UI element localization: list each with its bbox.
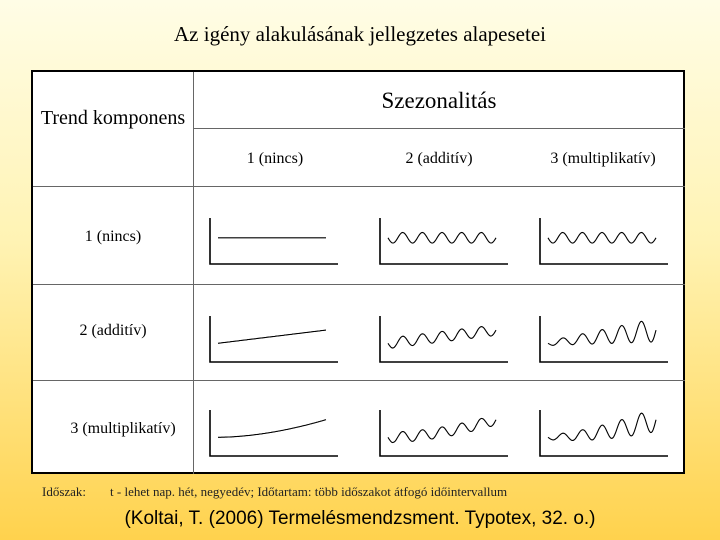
demand-curve-plot — [378, 408, 510, 458]
seasonality-header: Szezonalitás — [381, 88, 497, 113]
row-divider — [33, 284, 685, 285]
row-divider — [33, 380, 685, 381]
trend-component-header: Trend komponens — [40, 107, 186, 129]
plot-additive-trend-additive-season — [378, 314, 510, 364]
plot-axes — [380, 410, 508, 456]
demand-curve-plot — [538, 216, 670, 266]
plot-axes — [210, 316, 338, 362]
season-col-header-multiplicative: 3 (multiplikatív) — [550, 150, 656, 167]
demand-curve-plot — [208, 216, 340, 266]
slide-title: Az igény alakulásának jellegzetes alapesetei — [174, 22, 546, 46]
demand-curve-plot — [538, 408, 670, 458]
column-divider — [193, 72, 194, 474]
demand-curve-plot — [208, 314, 340, 364]
demand-curve-plot — [538, 314, 670, 364]
plot-additive-trend-no-season — [208, 314, 340, 364]
plot-axes — [210, 218, 338, 264]
plot-no-trend-no-season — [208, 216, 340, 266]
plot-axes — [210, 410, 338, 456]
citation: (Koltai, T. (2006) Termelésmendzsment. Typotex, 32. o.) — [124, 508, 596, 529]
demand-curve — [548, 413, 656, 440]
plot-multiplicative-trend-multiplicative-season — [538, 408, 670, 458]
season-col-header-none: 1 (nincs) — [246, 150, 304, 167]
demand-curve — [388, 233, 496, 244]
demand-curve-plot — [208, 408, 340, 458]
demand-curve — [548, 321, 656, 345]
demand-curve — [388, 418, 496, 442]
period-description: t - lehet nap. hét, negyedév; Időtartam: több időszakot átfogó időintervallum — [110, 484, 508, 499]
plot-additive-trend-multiplicative-season — [538, 314, 670, 364]
demand-cases-table — [31, 70, 685, 474]
demand-curve — [218, 330, 326, 343]
row-divider — [33, 186, 685, 187]
demand-curve — [548, 233, 656, 244]
demand-curve-plot — [378, 314, 510, 364]
plot-no-trend-additive-season — [378, 216, 510, 266]
trend-row-label-none: 1 (nincs) — [84, 228, 142, 245]
demand-curve — [218, 420, 326, 438]
period-label: Időszak: — [42, 484, 87, 499]
demand-curve — [388, 327, 496, 348]
header-divider — [193, 128, 685, 129]
demand-curve-plot — [378, 216, 510, 266]
plot-multiplicative-trend-additive-season — [378, 408, 510, 458]
trend-row-label-multiplicative: 3 (multiplikatív) — [70, 420, 176, 437]
plot-no-trend-multiplicative-season — [538, 216, 670, 266]
period-note — [42, 484, 507, 500]
plot-multiplicative-trend-no-season — [208, 408, 340, 458]
season-col-header-additive: 2 (additív) — [405, 150, 473, 167]
plot-axes — [540, 410, 668, 456]
trend-row-label-additive: 2 (additív) — [79, 322, 147, 339]
